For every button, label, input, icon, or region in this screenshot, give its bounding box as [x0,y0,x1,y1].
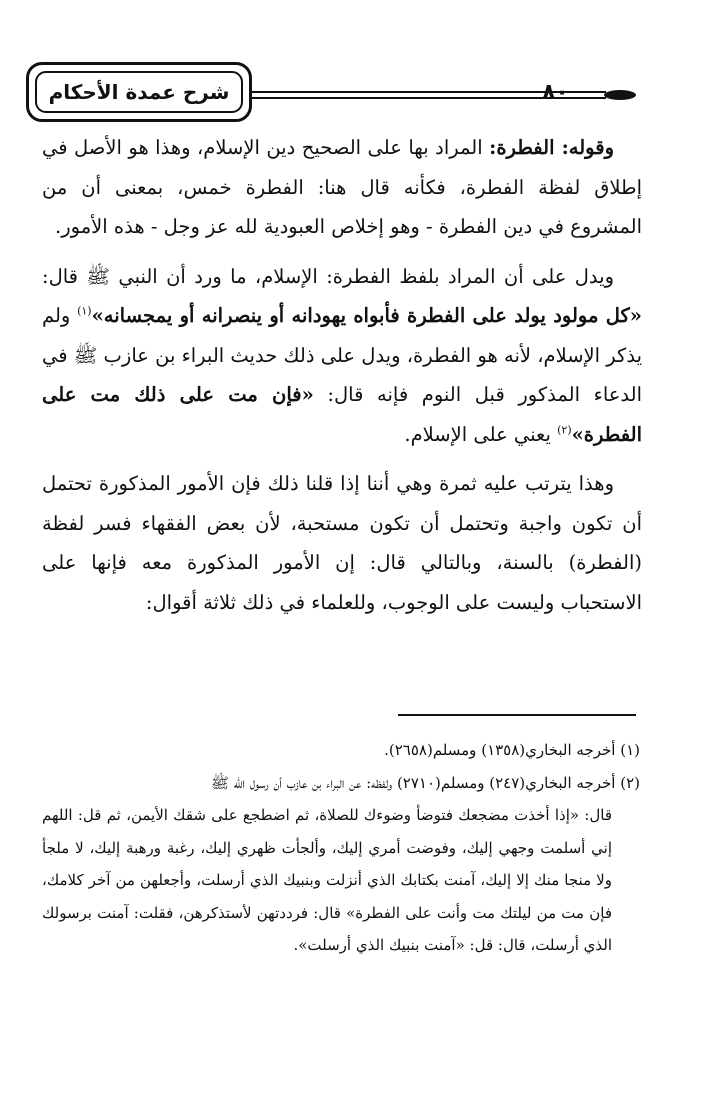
book-title: شرح عمدة الأحكام [35,71,243,113]
main-text [42,128,642,632]
footnote-1: (١) أخرجه البخاري(١٣٥٨) ومسلم(٢٦٥٨). [384,741,640,759]
page-number: ٨٠ [542,80,569,105]
footnote-ref-1: (١) [77,304,92,318]
paragraph-2 [42,257,642,455]
footnote-divider [398,714,636,716]
footnote-2-text: قال: «إذا أخذت مضجعك فتوضأ وضوءك للصلاة، ثم اضطجع على شقك الأيمن، ثم قل: اللهم إني أسلمت وجهي إليك، وفوضت أمري إليك، وألجأت ظهري إليك، رغبة ورهبة إليك، لا ملجأ ولا منجا منك إلا إليك، آمنت بكتابك الذي أنزلت وبنبيك الذي أرسلت، وأجعلهن من آخر كلامك، فإن مت من ليلتك مت وأنت على الفطرة» قال: فرددتهن لأستذكرهن، فقلت: آمنت برسولك الذي أرسلت، قال: قل: «آمنت بنبيك الذي أرسلت». [42,806,612,954]
paragraph-2-end: يعني على الإسلام. [404,422,558,446]
hadith-quote-2: «فإن مت على ذلك مت على الفطرة» [42,383,642,446]
paragraph-1-text: المراد بها على الصحيح دين الإسلام، وهذا هو الأصل في إطلاق لفظة الفطرة، فكأنه قال هنا: الفطرة خمس، بمعنى أن من المشروع في دين الفطرة - وهو إخلاص العبودية لله عز وجل - هذه الأمور. [42,136,642,238]
paragraph-3: وهذا يترتب عليه ثمرة وهي أننا إذا قلنا ذلك فإن الأمور المذكورة تحتمل أن تكون واجبة وتحتمل أن تكون مستحبة، لأن بعض الفقهاء فسر لفظة (الفطرة) بالسنة، وبالتالي قال: إن الأمور المذكورة معه فإنها على الاستحباب وليست على الوجوب، وللعلماء في ذلك ثلاثة أقوال: [42,472,642,614]
term-lead: وقوله: الفطرة: [489,136,614,159]
header-ornament [604,90,636,100]
paragraph-2-intro: ويدل على أن المراد بلفظ الفطرة: الإسلام، ما ورد أن النبي ﷺ قال: [42,264,614,288]
paragraph-1 [42,128,642,247]
running-header-box [26,62,252,122]
footnotes [42,734,640,962]
footnote-2-first-line: (٢) أخرجه البخاري(٢٤٧) ومسلم(٢٧١٠) ولفظه: عن البراء بن عازب أن رسول الله ﷺ [210,773,640,792]
paragraph-2-middle: ولم يذكر الإسلام، لأنه هو الفطرة، ويدل على ذلك حديث البراء بن عازب ﷺ في الدعاء المذكور قبل النوم فإنه قال: [42,304,642,406]
hadith-quote-1: «كل مولود يولد على الفطرة فأبواه يهودانه أو ينصرانه أو يمجسانه» [91,304,642,327]
footnote-ref-2: (٢) [557,423,572,436]
